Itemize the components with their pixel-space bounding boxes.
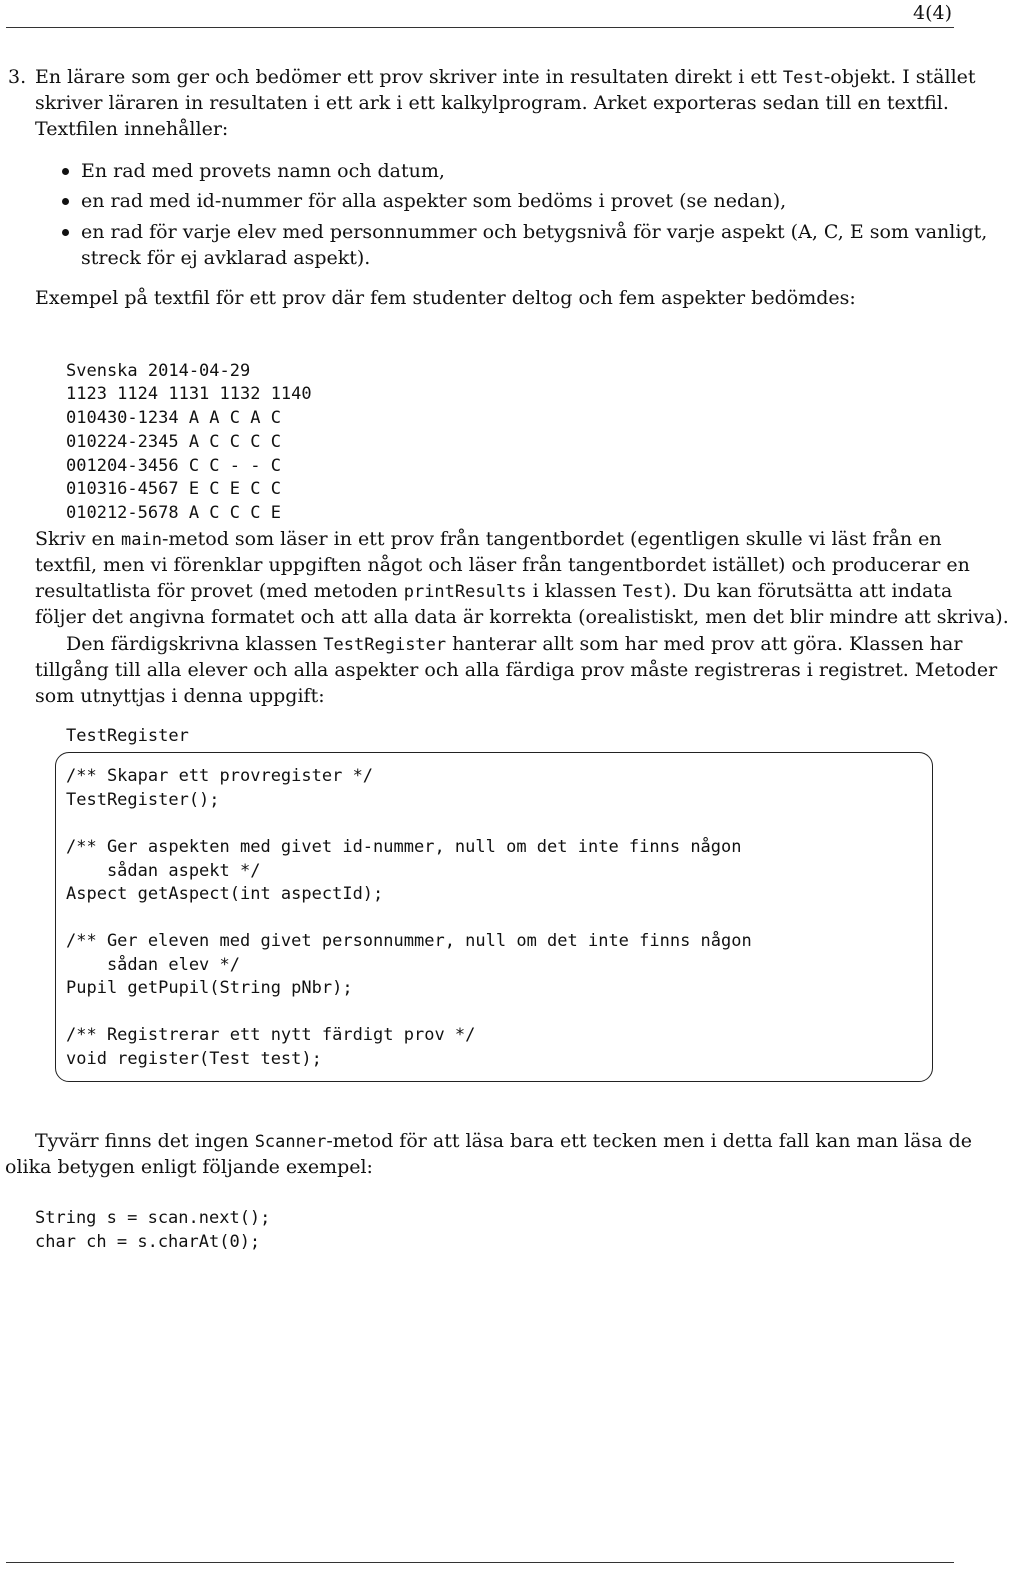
task-code: printResults [403, 582, 527, 602]
bullet-text: En rad med provets namn och datum, [81, 160, 445, 182]
task-text: Den färdigskrivna klassen [66, 633, 324, 655]
example-line: 010430-1234 A A C A C [66, 408, 281, 429]
intro-text-a: En lärare som ger och bedömer ett prov skriver inte in resultaten direkt i ett [35, 66, 783, 88]
task-line [66, 631, 962, 658]
bullet-continuation: streck för ej avklarad aspekt). [81, 247, 371, 269]
api-line: sådan elev */ [66, 955, 240, 975]
scanner-text: -metod för att läsa bara ett tecken men i detta fall kan man läsa de [326, 1130, 973, 1152]
example-line: Svenska 2014-04-29 [66, 360, 251, 381]
task-text: Skriv en [35, 528, 121, 550]
header-rule [6, 27, 954, 28]
scanner-note-line: olika betygen enligt följande exempel: [5, 1156, 373, 1178]
api-line: Pupil getPupil(String pNbr); [66, 978, 353, 998]
task-text: i klassen [526, 580, 623, 602]
intro-text-b: -objekt. I stället [823, 66, 976, 88]
scanner-text: Tyvärr finns det ingen [35, 1130, 255, 1152]
example-file [66, 336, 312, 526]
bullet-icon [62, 198, 69, 205]
task-text: -metod som läser in ett prov från tangentbordet (egentligen skulle vi läst från en [161, 528, 942, 550]
bullet-icon [62, 229, 69, 236]
task-text: hanterar allt som har med prov att göra. Klassen har [446, 633, 963, 655]
task-line: textfil, men vi förenklar uppgiften något och läser från tangentbordet istället) och producerar en [35, 554, 970, 576]
api-line: TestRegister(); [66, 790, 220, 810]
example-line: 1123 1124 1131 1132 1140 [66, 384, 312, 405]
task-line [35, 578, 952, 605]
task-text: ). Du kan förutsätta att indata [663, 580, 953, 602]
bullet-text: en rad med id-nummer för alla aspekter som bedöms i provet (se nedan), [81, 190, 787, 212]
task-code: main [120, 530, 162, 550]
bullet-item [81, 158, 445, 184]
example-line: 010316-4567 E C E C C [66, 479, 281, 500]
example-line: 001204-3456 C C - - C [66, 455, 281, 476]
api-line: void register(Test test); [66, 1049, 322, 1069]
api-line: /** Registrerar ett nytt färdigt prov */ [66, 1025, 476, 1045]
api-line: /** Skapar ett provregister */ [66, 766, 374, 786]
task-line: tillgång till alla elever och alla aspekter och alla färdiga prov måste registreras i registret. Metoder [35, 659, 998, 681]
footer-rule [6, 1562, 954, 1563]
task-text: resultatlista för provet (med metoden [35, 580, 404, 602]
scanner-example-line: String s = scan.next(); [35, 1208, 271, 1228]
bullet-item [81, 219, 987, 245]
example-line: 010212-5678 A C C C E [66, 502, 281, 523]
scanner-code: Scanner [254, 1132, 327, 1152]
intro-line-2: skriver läraren in resultaten i ett ark i ett kalkylprogram. Arket exporteras sedan till en textfil. [35, 92, 949, 114]
example-line: 010224-2345 A C C C C [66, 431, 281, 452]
bullet-icon [62, 168, 69, 175]
api-line: sådan aspekt */ [66, 861, 261, 881]
intro-code: Test [782, 68, 824, 88]
api-line: /** Ger aspekten med givet id-nummer, null om det inte finns någon [66, 837, 742, 857]
bullet-item [81, 188, 786, 214]
task-line [35, 526, 942, 553]
task-line: som utnyttjas i denna uppgift: [35, 685, 325, 707]
task-code: Test [622, 582, 664, 602]
question-number: 3. [8, 66, 27, 88]
scanner-example-line: char ch = s.charAt(0); [35, 1232, 261, 1252]
bullet-text: en rad för varje elev med personnummer och betygsnivå för varje aspekt (A, C, E som vanligt, [81, 221, 988, 243]
intro-line-3: Textfilen innehåller: [35, 118, 229, 140]
task-line: följer det angivna formatet och att alla data är korrekta (orealistiskt, men det blir mindre att skriva). [35, 606, 1009, 628]
page-number: 4(4) [912, 2, 952, 24]
api-line: /** Ger eleven med givet personnummer, null om det inte finns någon [66, 931, 752, 951]
task-code: TestRegister [323, 635, 447, 655]
class-name: TestRegister [66, 726, 189, 746]
intro-line-1 [35, 64, 976, 91]
api-line: Aspect getAspect(int aspectId); [66, 884, 384, 904]
example-intro: Exempel på textfil för ett prov där fem studenter deltog och fem aspekter bedömdes: [35, 287, 856, 309]
scanner-note-line [35, 1128, 972, 1155]
